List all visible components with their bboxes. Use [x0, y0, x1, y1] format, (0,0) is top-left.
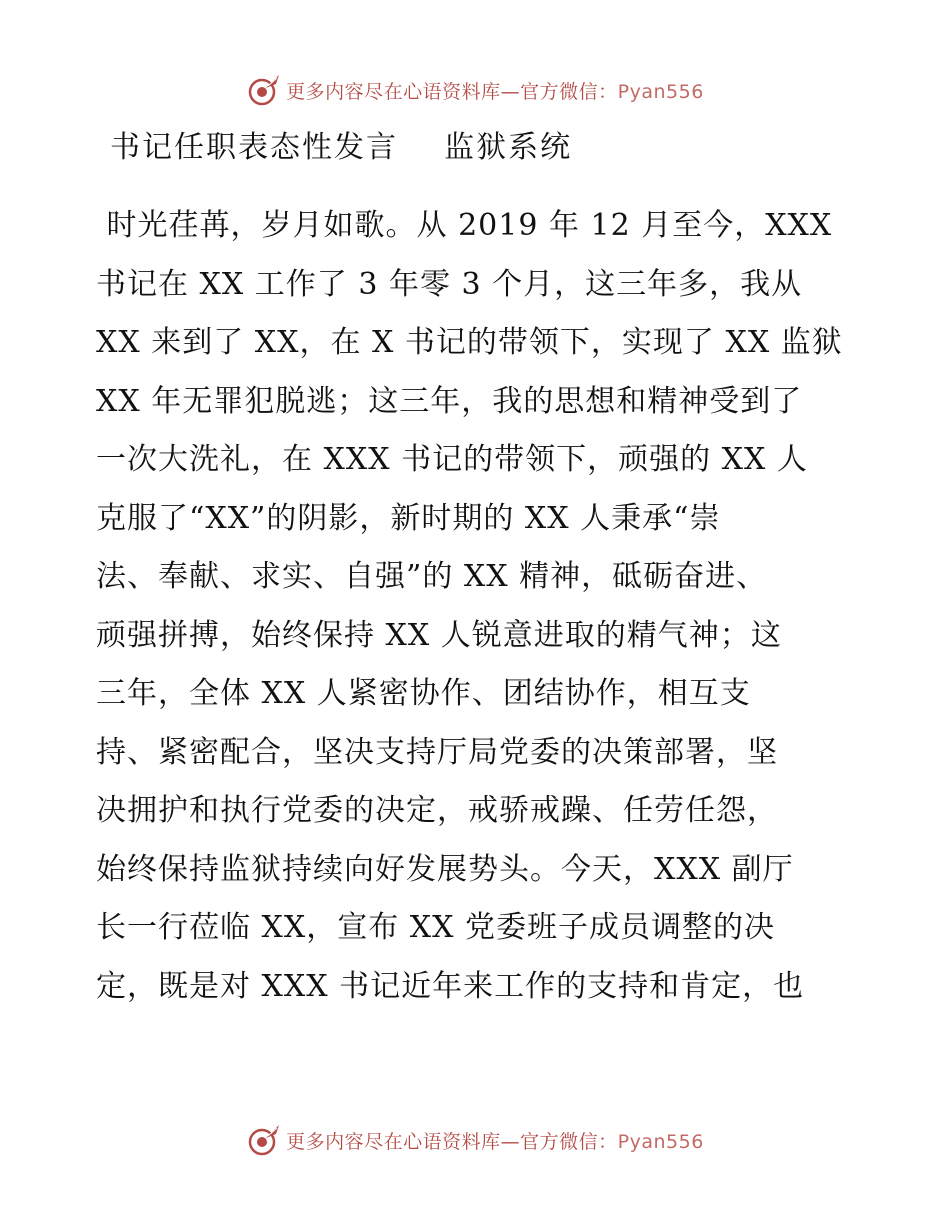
body-line: 顽强拼搏，始终保持 XX 人锐意进取的精气神；这 [96, 617, 782, 653]
header-watermark [0, 70, 950, 110]
body-line: 持、紧密配合，坚决支持厅局党委的决策部署，坚 [96, 734, 778, 770]
body-line: 一次大洗礼，在 XXX 书记的带领下，顽强的 XX 人 [96, 442, 808, 477]
document-body [96, 197, 876, 1016]
watermark-text: 更多内容尽在心语资料库—官方微信：Pyan556 [286, 1130, 704, 1153]
document-title: 书记任职表态性发言 监狱系统 [110, 130, 573, 165]
watermark-handle: Pyan556 [617, 1130, 704, 1153]
footer-watermark [0, 1120, 950, 1160]
body-line: 三年，全体 XX 人紧密协作、团结协作，相互支 [96, 676, 751, 711]
body-line: 克服了“XX”的阴影，新时期的 XX 人秉承“崇 [96, 500, 721, 536]
watermark-text: 更多内容尽在心语资料库—官方微信：Pyan556 [286, 80, 704, 103]
body-line: 时光荏苒，岁月如歌。从 2019 年 12 月至今，XXX [96, 208, 833, 243]
watermark-handle: Pyan556 [617, 80, 704, 103]
quill-logo-icon [246, 1122, 282, 1158]
body-line: 始终保持监狱持续向好发展势头。今天，XXX 副厅 [96, 851, 794, 887]
body-line: 书记在 XX 工作了 3 年零 3 个月，这三年多，我从 [96, 266, 803, 302]
body-line: 长一行莅临 XX，宣布 XX 党委班子成员调整的决 [96, 910, 776, 945]
body-line: XX 来到了 XX，在 X 书记的带领下，实现了 XX 监狱 [96, 325, 843, 360]
body-line: 法、奉献、求实、自强”的 XX 精神，砥砺奋进、 [96, 559, 768, 594]
quill-logo-icon [246, 72, 282, 108]
body-line: 定，既是对 XXX 书记近年来工作的支持和肯定，也 [96, 968, 805, 1004]
body-line: XX 年无罪犯脱逃；这三年，我的思想和精神受到了 [96, 383, 803, 419]
body-line: 决拥护和执行党委的决定，戒骄戒躁、任劳任怨， [96, 793, 778, 828]
